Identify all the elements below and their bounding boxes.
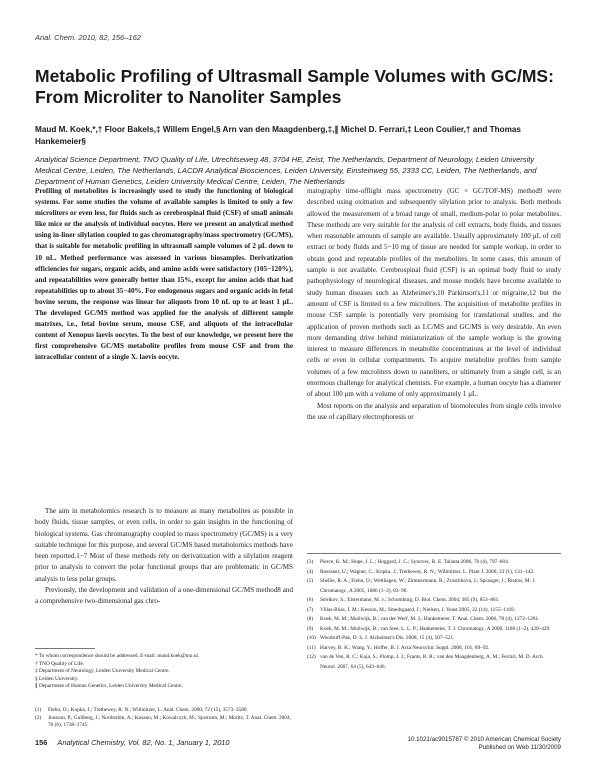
reference-item: [35, 707, 293, 715]
page-footer-left: [35, 738, 230, 747]
footnote: ‡ Department of Neurology, Leiden University Medical Centre.: [35, 668, 170, 675]
body-paragraph: The aim in metabolomics research is to measure as many metabolites as possible in body fluids, tissue samples, or even cells, in order to gain insights in the functioning of biological systems. Gas chromatography coupled to mass spectrometry (GC/MS) is a very suitable technique for this purpose, and several GC/MS based metabolomics methods have been reported.1−7 Most of these methods rely on derivatization with a silylation reagent prior to analysis to convert the polar functional groups that are problematic in GC/MS analysis to less polar groups.: [35, 507, 293, 583]
reference-text: Woodruff-Pak, D. S. J. Alzheimer's Dis. 2008, 15 (4), 507–521.: [320, 635, 455, 641]
journal-reference: Anal. Chem. 2010, 82, 156–162: [35, 33, 141, 42]
author-list: Maud M. Koek,*,† Floor Bakels,‡ Willem Engel,§ Arn van den Maagdenberg,‡,∥ Michel D. Ferrari,‡ Leon Coulier,† and Thomas Hankemeier§: [35, 125, 521, 146]
publication-date: Published on Web 11/30/2009: [478, 744, 561, 751]
reference-number: (8): [307, 616, 314, 622]
reference-text: Roessner, U.; Wagner, C.; Kopka, J.; Trethewey, R. N.; Willmitzer, L. Plant J. 2000, 23 (1), 131–142.: [320, 568, 535, 575]
footnote: † TNO Quality of Life.: [35, 660, 85, 667]
page-footer-right: [408, 736, 562, 752]
reference-text: van de Ven, R. C.; Kaja, S.; Plomp, J. J.; Frants, R. R.; van den Maagdenberg, A. M.; Ferrari, M. D. Arch. Neurol. 2007, 64 (5), 643–646.: [320, 654, 544, 670]
abstract: Profiling of metabolites is increasingly used to study the functioning of biological systems. For some studies the volume of available samples is limited to only a few microliters or even less, for fluids such as cerebrospinal fluid (CSF) of small animals like mice or the analysis of individual oocytes. Here we present an analytical method using in-liner silylation coupled to gas chromatography/mass spectrometry (GC/MS), that is suitable for metabolic profiling in ultrasmall sample volumes of 2 μL down to 10 nL. Method performance was assessed in various biosamples. Derivatization efficiencies for sugars, organic acids, and amino acids were satisfactory (105−120%), and repeatabilities were generally better than 15%, except for amino acids that had repeatabilities up to about 35−40%. For endogenous sugars and organic acids in fetal bovine serum, the response was linear for aliquots from 10 nL up to at least 1 μL. The developed GC/MS method was applied for the analysis of different sample matrixes, i.e., fetal bovine serum, mouse CSF, and aliquots of the intracellular content of Xenopus laevis oocytes. To the best of our knowledge, we present here the first comprehensive GC/MS metabolite profiles from mouse CSF and from the intracellular content of a single X. laevis oocyte.: [35, 187, 293, 362]
references-right: [307, 558, 561, 672]
reference-text: Koek, M. M.; Muilwijk, B.; van Stee, L. L. P.; Hankemeier, T. J. Chromatogr., A 2008, 1186 (1–2), 420–429.: [320, 625, 551, 632]
reference-item: [307, 568, 561, 578]
body-paragraph: matography time-offlight mass spectrometry (GC × GC/TOF-MS) method9 were described using oximation and subsequently silylation prior to analysis. Both methods allowed the measurement of a broad range of small, medium-polar to polar metabolites. These methods are very suitable for the analysis of cell extracts, body fluids, and tissues when reasonable amounts of sample are available. Usually approximately 100 μL of cell extract or body fluids and 5−10 mg of tissue are needed for sample workup, in order to obtain good and repeatable profiles of the metabolites. In some cases, this amount of sample is not available. Cerebrospinal fluid (CSF) is an optimal body fluid to study pathophysiology of neurological diseases, and mouse models have become available to study human diseases such as Alzheimer's,10 Parkinson's,11 or migraine,12 but the amount of CSF is limited to a few microliters. The acquisition of metabolite profiles in mouse CSF sample is potentially very promising for translational studies, and the application of proven methods such as LC/MS and GC/MS is very desirable. An even more demanding drive behind miniaturization of the sample workup is the growing interest to measure differences in metabolite concentrations at the level of individual cells or even in cellular compartments. To acquire metabolite profiles from sample volumes of a few microliters down to nanoliters, or ultimately from a single cell, is an enormous challenge for analytical chemists. For example, a human oocyte has a diameter of about 100 μm with a volume of only approximately 1 μL.: [307, 187, 561, 399]
footnote: § Leiden University.: [35, 675, 79, 682]
reference-text: Villas-Bôas, J. M.; Kesson, M.; Smedsgaard, J.; Nielsen, J. Yeast 2005, 22 (14), 1155–1169.: [320, 606, 515, 613]
references-left: [35, 707, 293, 730]
reference-item: [307, 606, 561, 616]
reference-text: Jonsson, P.; Gullberg, J.; Nordström, A.; Kusano, M.; Kowalczyk, M.; Sjostrom, M.; Moritz, T. Anal. Chem. 2004, 76 (6), 1738–1745.: [48, 714, 291, 729]
reference-text: Harvey, B. K.; Wang, Y.; Hoffer, B. J. Acta Neurochir. Suppl. 2008, 101, 89–92.: [320, 644, 490, 651]
body-column-right: [307, 186, 561, 423]
reference-number: (12): [307, 654, 316, 660]
reference-number: (3): [307, 559, 314, 565]
reference-divider: [307, 553, 561, 554]
reference-text: Fiehn, O.; Kopka, J.; Trethewey, R. N.; Willmitzer, L. Anal. Chem. 2000, 72 (15), 3573–3580.: [48, 707, 248, 713]
article-title: Metabolic Profiling of Ultrasmall Sample Volumes with GC/MS: From Microliter to Nanoliter Samples: [35, 66, 554, 107]
page-number: 156: [35, 738, 48, 747]
reference-item: [307, 625, 561, 635]
body-paragraph: Previously, the development and validation of a one-dimensional GC/MS method8 and a comprehensive two-dimensional gas chro-: [35, 586, 293, 606]
footnotes: [35, 653, 293, 691]
reference-item: [307, 653, 561, 672]
reference-text: Koek, M. M.; Muilwijk, B.; van der Werf, M. J.; Hankemeier, T. Anal. Chem. 2006, 78 (4), 1272–1281.: [320, 616, 540, 622]
reference-number: (1): [35, 707, 42, 713]
reference-number: (9): [307, 625, 314, 632]
reference-text: Pierce, K. M.; Hope, J. L.; Hoggard, J. C.; Synovec, R. E. Talanta 2006, 70 (4), 797–804.: [320, 559, 510, 565]
reference-number: (6): [307, 597, 314, 603]
body-paragraph: Most reports on the analysis and separation of biomolecules from single cells involve the use of capillary electrophoresis or: [307, 401, 561, 421]
reference-item: [307, 634, 561, 644]
reference-item: [307, 644, 561, 654]
reference-item: [307, 577, 561, 596]
reference-item: [307, 615, 561, 625]
reference-number: (2): [35, 714, 42, 721]
body-column-left: [35, 506, 293, 608]
reference-number: (7): [307, 606, 314, 613]
reference-number: (4): [307, 568, 314, 575]
reference-item: [307, 596, 561, 606]
affiliations: Analytical Science Department, TNO Quality of Life, Utrechtseweg 48, 3704 HE, Zeist, The Netherlands, Department of Neurology, Leiden University Medical Centre, Leiden, The Netherlands, LACDR Analytical Biosciences, Leiden University, Einsteinweg 55, 2333 CC, Leiden, The Netherlands, and Department of Human Genetics, Leiden University Medical Centre, Leiden, The Netherlands: [35, 155, 537, 187]
reference-number: (11): [307, 644, 316, 651]
footnote: * To whom correspondence should be addressed. E-mail: maud.koek@tno.nl.: [35, 653, 200, 659]
footnote: ∥ Department of Human Genetics, Leiden University Medical Centre.: [35, 683, 183, 690]
reference-text: Strelkov, S.; Elstermann, M. v.; Schomburg, D. Biol. Chem. 2004, 385 (9), 853–861.: [320, 597, 500, 603]
reference-number: (5): [307, 578, 314, 584]
reference-item: [307, 558, 561, 568]
doi-copyright: 10.1021/ac901578​7 © 2010 American Chemical Society: [407, 736, 561, 743]
footnote-divider: [35, 648, 95, 649]
reference-text: Shellie, R. A.; Fiehn, O.; Welthagen, W.; Zimmermann, R.; Zrostlíkova, J.; Spranger, J.; Ristow, M. J. Chromatogr., A 2005, 1086 (1–2), 83–90.: [320, 578, 536, 594]
reference-item: [35, 715, 293, 730]
reference-number: (10): [307, 635, 316, 641]
journal-issue: Analytical Chemistry, Vol. 82, No. 1, January 1, 2010: [57, 738, 230, 747]
